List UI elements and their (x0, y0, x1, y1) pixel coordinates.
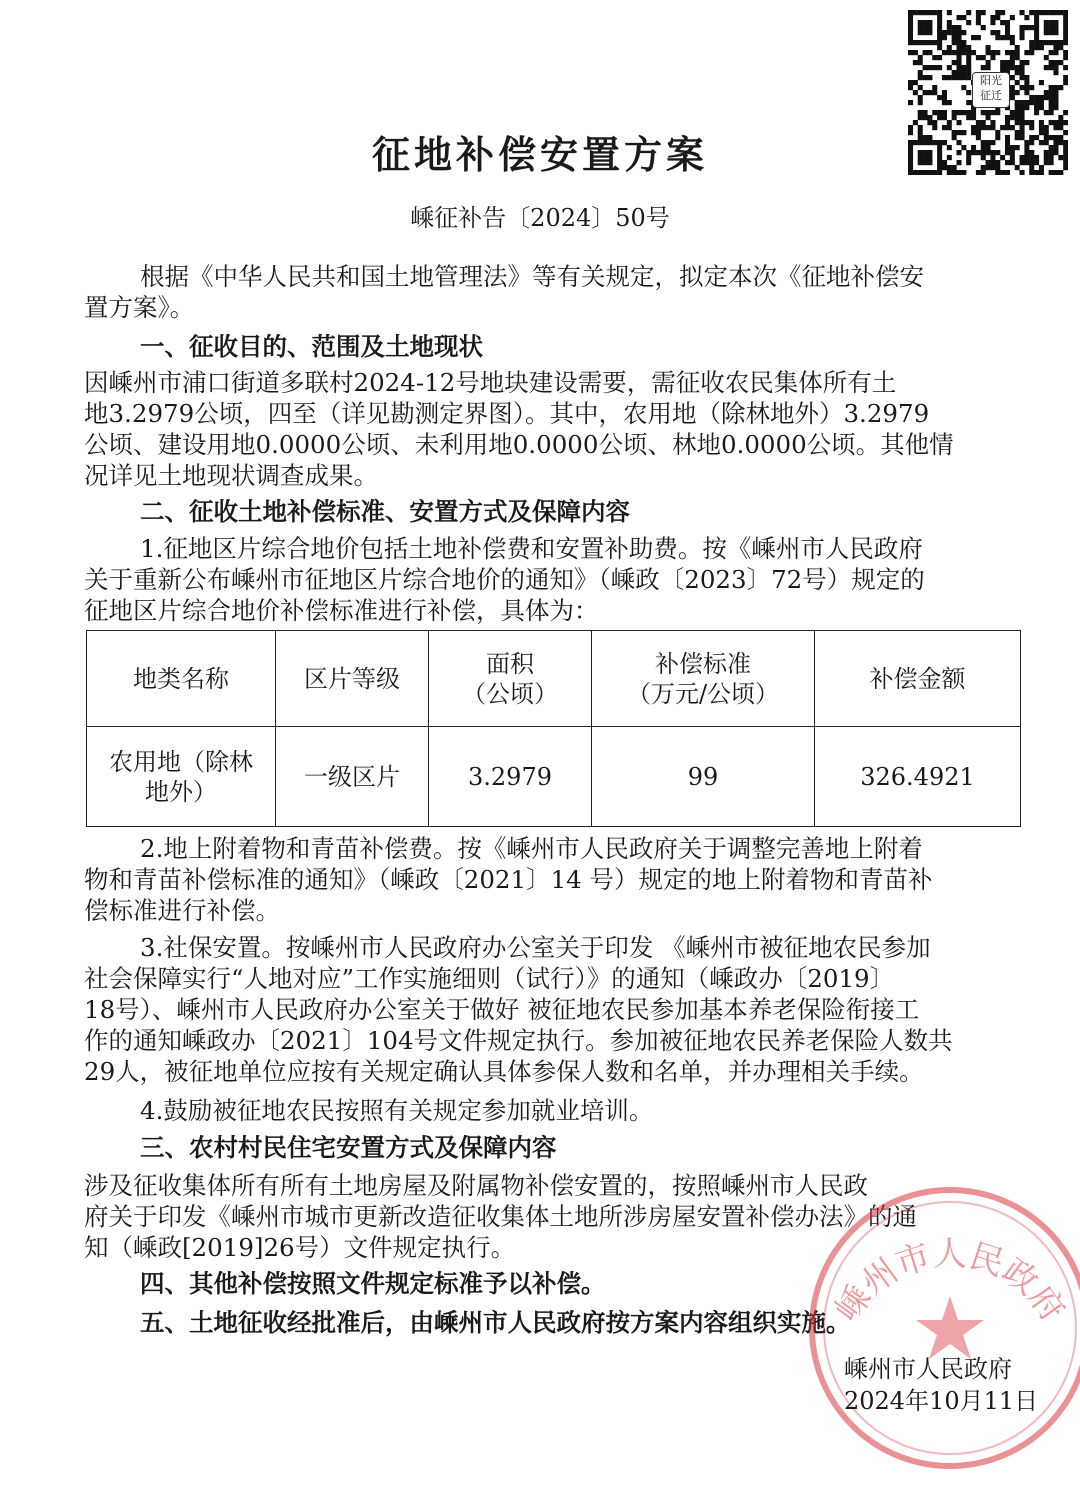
table-header-cell: 补偿金额 (815, 631, 1021, 727)
table-header-cell: 补偿标准 （万元/公顷） (592, 631, 815, 727)
section-2-heading: 二、征收土地补偿标准、安置方式及保障内容 (140, 497, 630, 526)
signature-block (844, 1353, 1038, 1417)
section-5-heading: 五、土地征收经批准后，由嵊州市人民政府按方案内容组织实施。 (140, 1308, 851, 1337)
table-cell-standard: 99 (592, 727, 815, 827)
section-3-line: 涉及征收集体所有所有土地房屋及附属物补偿安置的，按照嵊州市人民政 (84, 1171, 868, 1200)
section-2-item-1-line: 征地区片综合地价补偿标准进行补偿，具体为： (84, 596, 599, 625)
document-number: 嵊征补告〔2024〕50号 (410, 204, 670, 232)
section-1-body (84, 367, 1044, 491)
section-2-item-1-line: 关于重新公布嵊州市征地区片综合地价的通知》（嵊政〔2023〕72号）规定的 (84, 565, 925, 594)
signature-date: 2024年10月11日 (844, 1387, 1039, 1415)
section-2-item-2-line: 物和青苗补偿标准的通知》（嵊政〔2021〕14 号）规定的地上附着物和青苗补 (84, 865, 933, 894)
section-2-item-3-line: 社会保障实行“人地对应”工作实施细则（试行）》的通知（嵊政办〔2019〕 (84, 964, 895, 993)
table-header-cell: 区片等级 (276, 631, 429, 727)
document-title: 征地补偿安置方案 (371, 132, 708, 177)
section-2-item-2-line: 2.地上附着物和青苗补偿费。按《嵊州市人民政府关于调整完善地上附着 (140, 834, 923, 863)
table-header-cell: 地类名称 (87, 631, 276, 727)
section-2-item-1 (84, 533, 1044, 626)
intro-paragraph (84, 261, 1044, 323)
seal-text: 嵊州市人民政府 (827, 1234, 1073, 1330)
table-header-cell: 面积 （公顷） (429, 631, 592, 727)
qr-badge-line-1: 阳光 (980, 74, 1002, 87)
table-header-row (87, 631, 1021, 727)
official-seal (800, 1178, 1080, 1478)
section-2-item-3 (84, 932, 1044, 1087)
section-1-line: 况详见土地现状调查成果。 (84, 461, 378, 490)
section-1-line: 地3.2979公顷，四至（详见勘测定界图）。其中，农用地（除林地外）3.2979 (84, 399, 930, 428)
section-1-line: 公顷、建设用地0.0000公顷、未利用地0.0000公顷、林地0.0000公顷。其他情 (84, 430, 954, 459)
section-2-item-3-line: 18号）、嵊州市人民政府办公室关于做好 被征地农民参加基本养老保险衔接工 (84, 995, 920, 1024)
table-cell-amount: 326.4921 (815, 727, 1021, 827)
qr-badge-line-2: 征迁 (980, 89, 1002, 102)
intro-line: 置方案》。 (84, 293, 195, 322)
section-3-heading: 三、农村村民住宅安置方式及保障内容 (140, 1133, 557, 1162)
signature-org: 嵊州市人民政府 (844, 1355, 1012, 1383)
table-cell-land-type: 农用地（除林 地外） (87, 727, 276, 827)
seal-star-icon (916, 1296, 984, 1359)
section-1-line: 因嵊州市浦口街道多联村2024-12号地块建设需要，需征收农民集体所有土 (84, 368, 897, 397)
section-2-item-2 (84, 833, 1044, 926)
table-row (87, 727, 1021, 827)
section-2-item-3-line: 作的通知嵊政办〔2021〕104号文件规定执行。参加被征地农民养老保险人数共 (84, 1026, 953, 1055)
section-2-item-3-line: 29人，被征地单位应按有关规定确认具体参保人数和名单，并办理相关手续。 (84, 1057, 924, 1086)
section-2-item-1-line: 1.征地区片综合地价包括土地补偿费和安置补助费。按《嵊州市人民政府 (140, 534, 923, 563)
section-1-heading: 一、征收目的、范围及土地现状 (140, 332, 483, 361)
section-3-line: 知（嵊政[2019]26号）文件规定执行。 (84, 1233, 516, 1262)
section-4-heading: 四、其他补偿按照文件规定标准予以补偿。 (140, 1269, 606, 1298)
compensation-table (86, 630, 1021, 827)
table-cell-zone-level: 一级区片 (276, 727, 429, 827)
qr-badge (972, 72, 1010, 108)
intro-line: 根据《中华人民共和国土地管理法》等有关规定，拟定本次《征地补偿安 (140, 262, 924, 291)
section-2-item-2-line: 偿标准进行补偿。 (84, 896, 280, 925)
section-3-line: 府关于印发《嵊州市城市更新改造征收集体土地所涉房屋安置补偿办法》的通 (84, 1202, 917, 1231)
section-2-item-3-line: 3.社保安置。按嵊州市人民政府办公室关于印发 《嵊州市被征地农民参加 (140, 933, 931, 962)
section-2-item-4: 4.鼓励被征地农民按照有关规定参加就业培训。 (140, 1096, 654, 1125)
table-cell-area: 3.2979 (429, 727, 592, 827)
